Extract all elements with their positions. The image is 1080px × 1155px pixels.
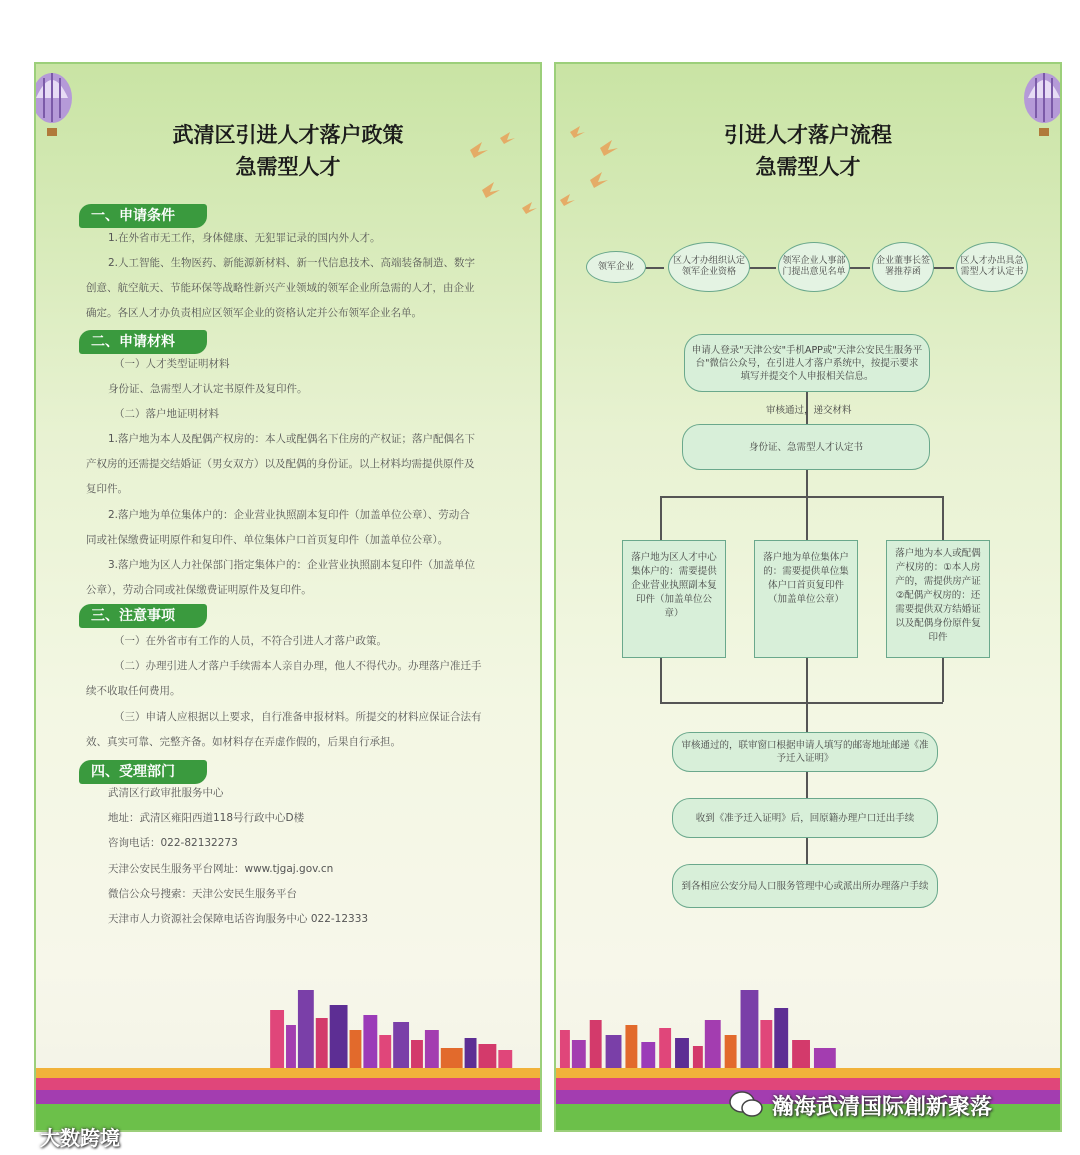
paragraph: 效、真实可靠、完整齐备。如材料存在弄虚作假的，后果自行承担。 <box>86 736 401 748</box>
paragraph: 复印件。 <box>86 483 128 495</box>
flow-node-leading-enterprise: 领军企业 <box>586 251 646 283</box>
section-heading-notes: 三、注意事项 <box>79 604 207 628</box>
weibo-logo-icon <box>8 1124 36 1148</box>
connector <box>660 496 943 498</box>
connector <box>660 658 662 702</box>
connector <box>932 267 954 269</box>
connector <box>806 838 808 864</box>
paragraph: 同或社保缴费证明原件和复印件、单位集体户口首页复印件（加盖单位公章）。 <box>86 534 449 546</box>
paragraph: （一）人才类型证明材料 <box>114 358 230 370</box>
flow-node-certificate: 区人才办出具急需型人才认定书 <box>956 242 1028 292</box>
paragraph: 天津公安民生服务平台网址：www.tjgaj.gov.cn <box>108 863 334 875</box>
flow-title: 引进人才落户流程 <box>724 123 892 147</box>
flow-branch-own-property: 落户地为本人或配偶产权房的：①本人房产的，需提供房产证②配偶产权房的：还需要提供双方结婚证以及配偶身份原件复印件 <box>886 540 990 658</box>
flow-node-qualification: 区人才办组织认定领军企业资格 <box>668 242 750 292</box>
flow-step-online-apply: 申请人登录"天津公安"手机APP或"天津公安民生服务平台"微信公众号，在引进人才落户系统中，按提示要求填写并提交个人申报相关信息。 <box>684 334 930 392</box>
connector <box>942 658 944 702</box>
paragraph: 创意、航空航天、节能环保等战略性新兴产业领域的领军企业所急需的人才，由企业 <box>86 282 475 294</box>
flow-node-hr-list: 领军企业人事部门提出意见名单 <box>778 242 850 292</box>
city-skyline-decoration <box>36 980 540 1130</box>
paragraph: 咨询电话：022-82132273 <box>108 837 238 849</box>
paragraph: 续不收取任何费用。 <box>86 685 181 697</box>
watermark-bottom-right: 瀚海武清国际創新聚落 <box>772 1095 993 1120</box>
connector <box>806 772 808 798</box>
paragraph: （二）落户地证明材料 <box>114 408 219 420</box>
paragraph: 地址：武清区雍阳西道118号行政中心D楼 <box>108 812 305 824</box>
flow-branch-unit-collective: 落户地为单位集体户的：需要提供单位集体户口首页复印件（加盖单位公章） <box>754 540 858 658</box>
paragraph: 武清区行政审批服务中心 <box>108 787 224 799</box>
paragraph: 天津市人力资源社会保障电话咨询服务中心 022-12333 <box>108 913 369 925</box>
page-title: 武清区引进人才落户政策 <box>172 123 404 147</box>
page-subtitle: 急需型人才 <box>235 155 341 179</box>
connector <box>748 267 776 269</box>
flow-step-register: 到各相应公安分局人口服务管理中心或派出所办理落户手续 <box>672 864 938 908</box>
connector <box>806 658 808 732</box>
connector <box>660 702 943 704</box>
flow-subtitle: 急需型人才 <box>755 155 861 179</box>
connector <box>806 470 808 496</box>
paragraph: 1.落户地为本人及配偶产权房的：本人或配偶名下住房的产权证；落户配偶名下 <box>108 433 476 445</box>
paragraph: 身份证、急需型人才认定书原件及复印件。 <box>108 383 308 395</box>
paragraph: 1.在外省市无工作，身体健康、无犯罪记录的国内外人才。 <box>108 232 381 244</box>
paragraph: 公章），劳动合同或社保缴费证明原件及复印件。 <box>86 584 312 596</box>
flow-edge-label: 审核通过，递交材料 <box>766 405 852 416</box>
wechat-logo-icon <box>728 1090 764 1120</box>
connector <box>644 267 664 269</box>
paragraph: （三）申请人应根据以上要求，自行准备申报材料。所提交的材料应保证合法有 <box>114 711 482 723</box>
birds-decoration <box>460 120 640 230</box>
section-heading-materials: 二、申请材料 <box>79 330 207 354</box>
flow-step-mail-permit: 审核通过的，联审窗口根据申请人填写的邮寄地址邮递《准予迁入证明》 <box>672 732 938 772</box>
paragraph: 产权房的还需提交结婚证（男女双方）以及配偶的身份证。以上材料均需提供原件及 <box>86 458 475 470</box>
paragraph: 确定。各区人才办负责相应区领军企业的资格认定并公布领军企业名单。 <box>86 307 422 319</box>
paragraph: 3.落户地为区人力社保部门指定集体户的：企业营业执照副本复印件（加盖单位 <box>108 559 476 571</box>
paragraph: 2.落户地为单位集体户的：企业营业执照副本复印件（加盖单位公章）、劳动合 <box>108 509 470 521</box>
flow-node-recommendation: 企业董事长签署推荐函 <box>872 242 934 292</box>
connector <box>848 267 870 269</box>
section-heading-conditions: 一、申请条件 <box>79 204 207 228</box>
paragraph: （一）在外省市有工作的人员，不符合引进人才落户政策。 <box>114 635 387 647</box>
connector <box>942 496 944 540</box>
paragraph: （二）办理引进人才落户手续需本人亲自办理，他人不得代办。办理落户准迁手 <box>114 660 482 672</box>
flow-step-move-out: 收到《准予迁入证明》后，回原籍办理户口迁出手续 <box>672 798 938 838</box>
section-heading-department: 四、受理部门 <box>79 760 207 784</box>
paragraph: 2.人工智能、生物医药、新能源新材料、新一代信息技术、高端装备制造、数字 <box>108 257 476 269</box>
flow-step-documents: 身份证、急需型人才认定书 <box>682 424 930 470</box>
watermark-bottom-left: 大数跨境 <box>40 1126 120 1150</box>
connector <box>806 496 808 540</box>
paragraph: 微信公众号搜索：天津公安民生服务平台 <box>108 888 297 900</box>
flow-branch-talent-center: 落户地为区人才中心集体户的：需要提供企业营业执照副本复印件（加盖单位公章） <box>622 540 726 658</box>
connector <box>660 496 662 540</box>
